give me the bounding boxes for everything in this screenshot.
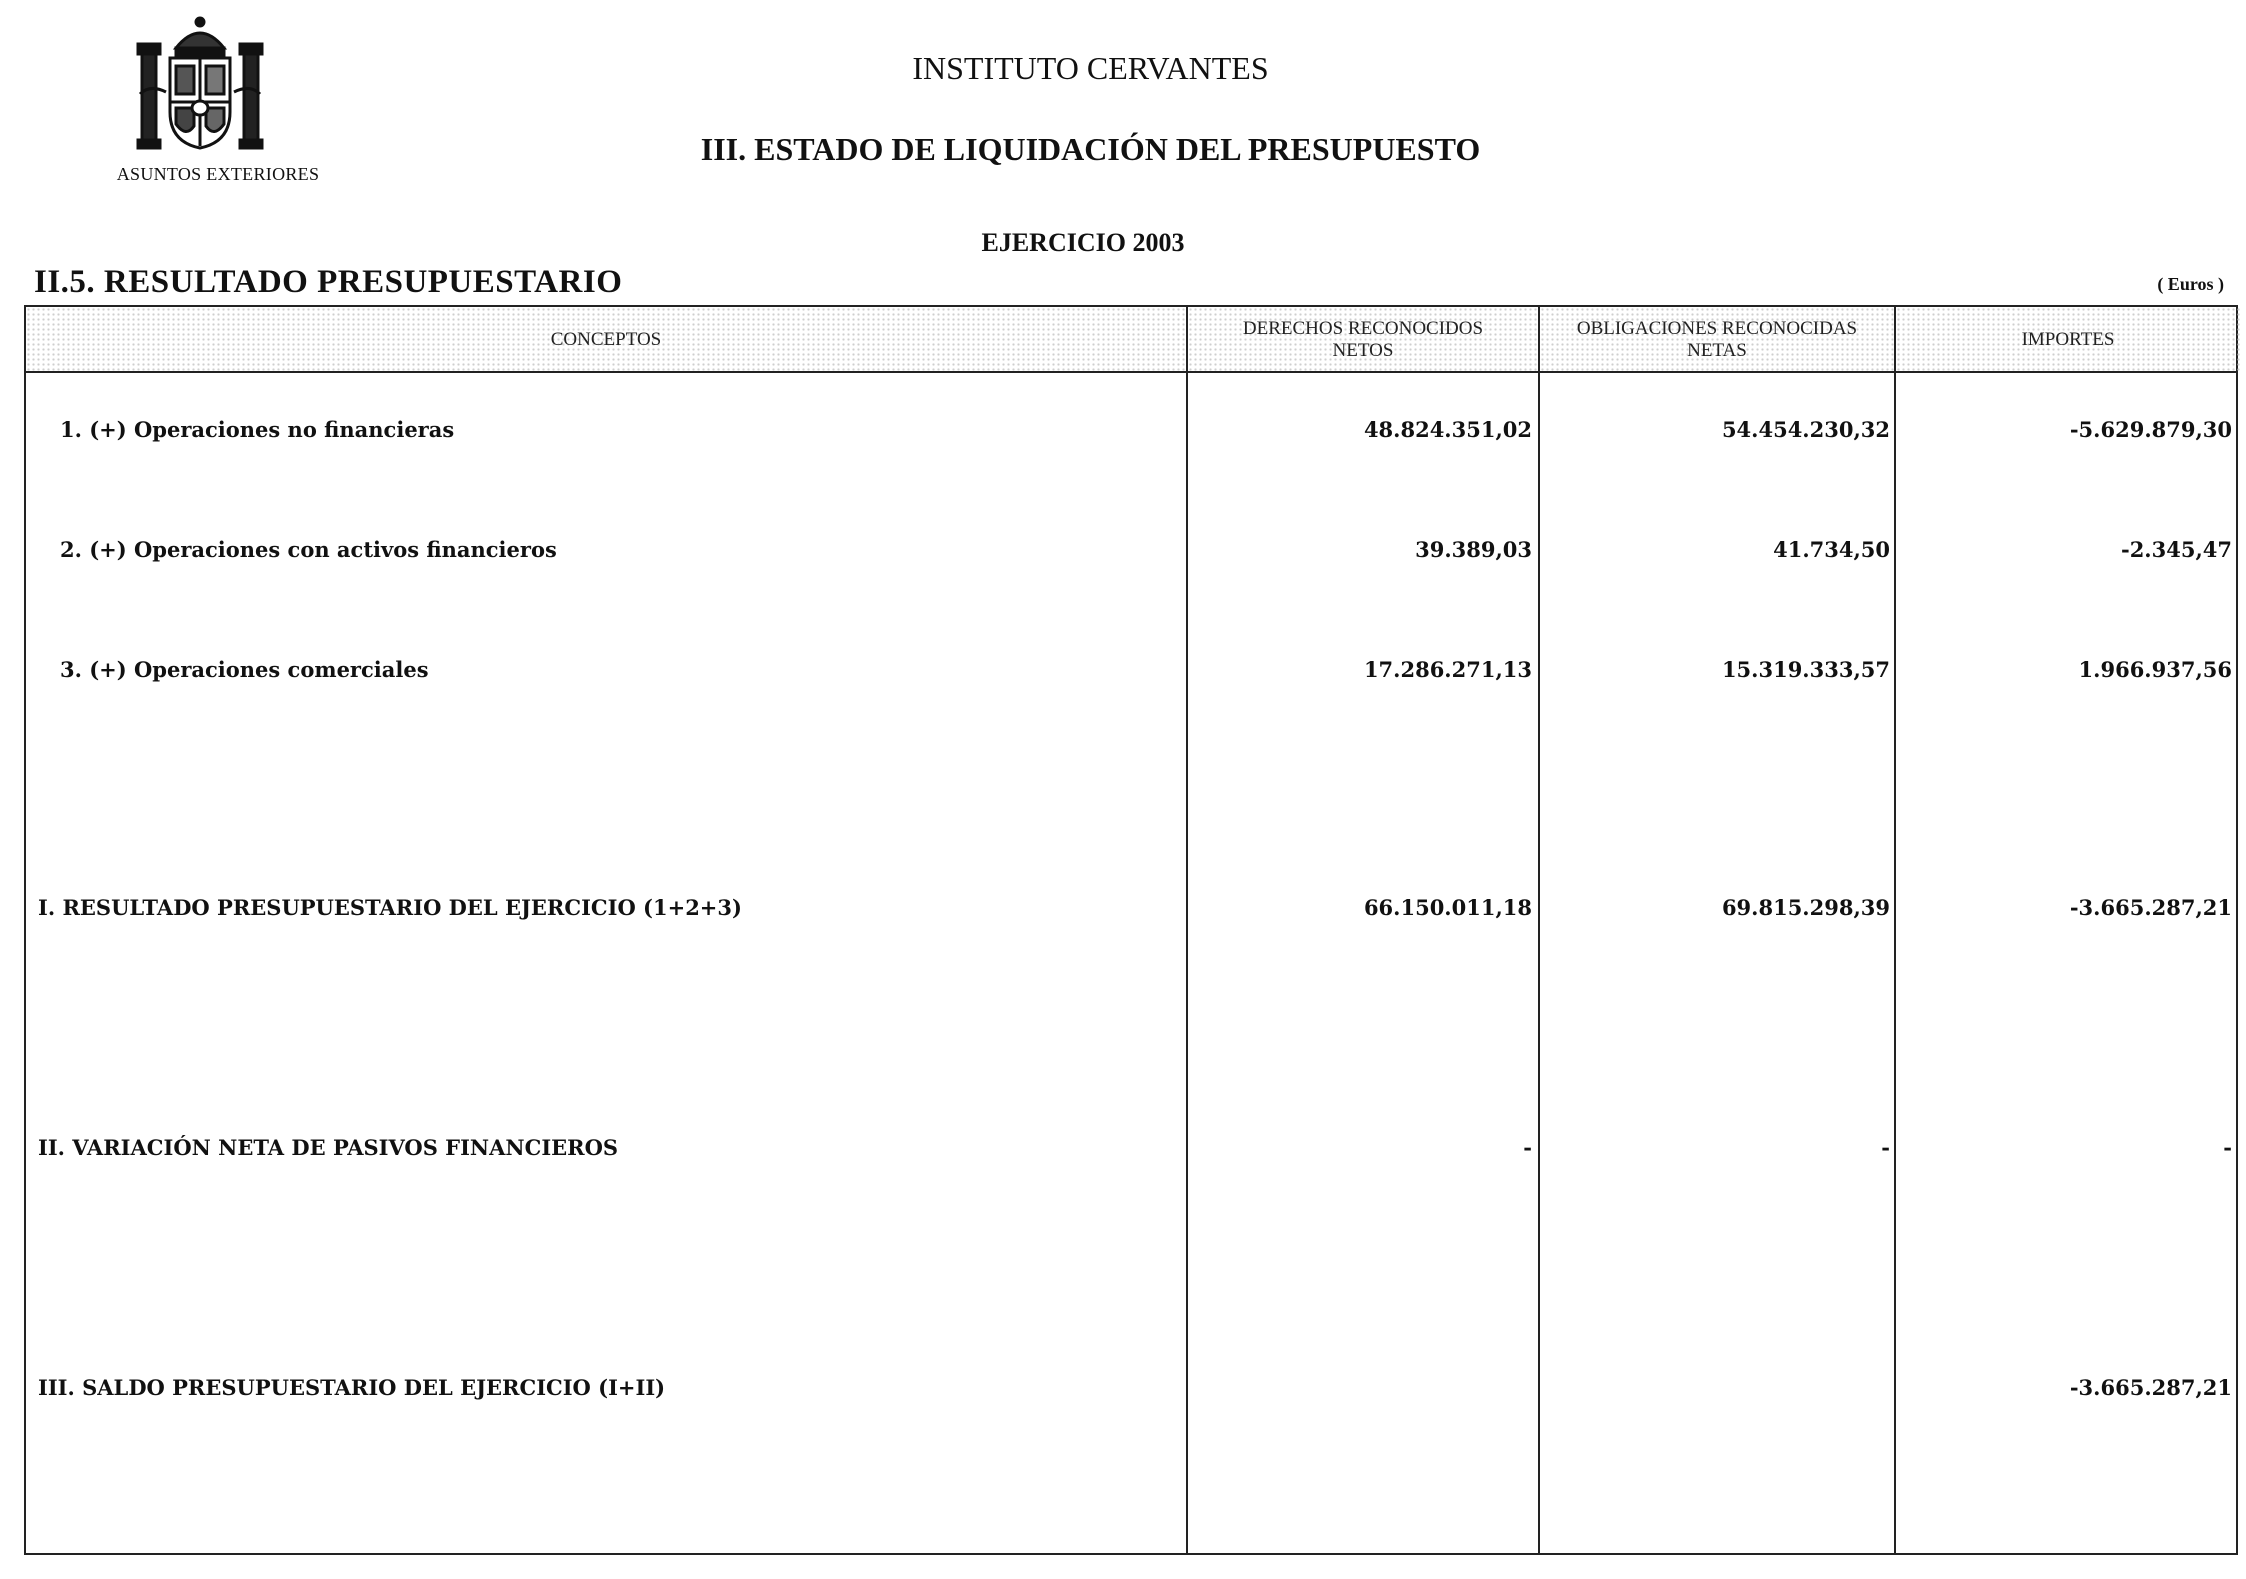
row-obligaciones: 54.454.230,32: [1721, 417, 1890, 442]
fiscal-year: EJERCICIO 2003: [981, 228, 1185, 257]
column-divider: [1186, 307, 1188, 1553]
column-header-obligaciones: OBLIGACIONES RECONOCIDAS NETAS: [1540, 307, 1894, 373]
row-obligaciones: 41.734,50: [1773, 537, 1890, 562]
row-obligaciones: 15.319.333,57: [1721, 657, 1890, 682]
column-header-importes: IMPORTES: [1896, 307, 2240, 373]
column-header-derechos: DERECHOS RECONOCIDOS NETOS: [1188, 307, 1538, 373]
row-derechos: 39.389,03: [1415, 537, 1532, 562]
row-derechos: 48.824.351,02: [1363, 417, 1532, 442]
row-concept: 1. (+) Operaciones no financieras: [60, 417, 455, 442]
row-importe: -3.665.287,21: [2069, 895, 2232, 920]
statement-title: III. ESTADO DE LIQUIDACIÓN DEL PRESUPUESTO: [700, 131, 1481, 167]
row-importe: -: [2223, 1135, 2232, 1160]
column-divider: [1894, 307, 1896, 1553]
column-divider: [1538, 307, 1540, 1553]
institute-title: INSTITUTO CERVANTES: [912, 50, 1269, 86]
row-concept: I. RESULTADO PRESUPUESTARIO DEL EJERCICIO (1+2+3): [38, 895, 742, 920]
ministry-label: ASUNTOS EXTERIORES: [116, 164, 320, 184]
row-concept: II. VARIACIÓN NETA DE PASIVOS FINANCIEROS: [38, 1135, 619, 1160]
row-concept: 3. (+) Operaciones comerciales: [60, 657, 429, 682]
row-derechos: -: [1523, 1135, 1532, 1160]
budget-result-table: [24, 305, 2238, 1555]
row-concept: 2. (+) Operaciones con activos financieros: [60, 537, 557, 562]
column-header-conceptos: CONCEPTOS: [26, 307, 1186, 373]
row-derechos: 17.286.271,13: [1363, 657, 1532, 682]
units-label: ( Euros ): [2157, 274, 2224, 294]
row-obligaciones: 69.815.298,39: [1721, 895, 1890, 920]
row-importe: -5.629.879,30: [2069, 417, 2232, 442]
section-title: II.5. RESULTADO PRESUPUESTARIO: [34, 264, 623, 300]
row-derechos: 66.150.011,18: [1363, 895, 1532, 920]
row-importe: -3.665.287,21: [2069, 1375, 2232, 1400]
row-importe: 1.966.937,56: [2078, 657, 2232, 682]
row-concept: III. SALDO PRESUPUESTARIO DEL EJERCICIO (I+II): [38, 1375, 666, 1400]
row-importe: -2.345,47: [2120, 537, 2232, 562]
row-obligaciones: -: [1881, 1135, 1890, 1160]
